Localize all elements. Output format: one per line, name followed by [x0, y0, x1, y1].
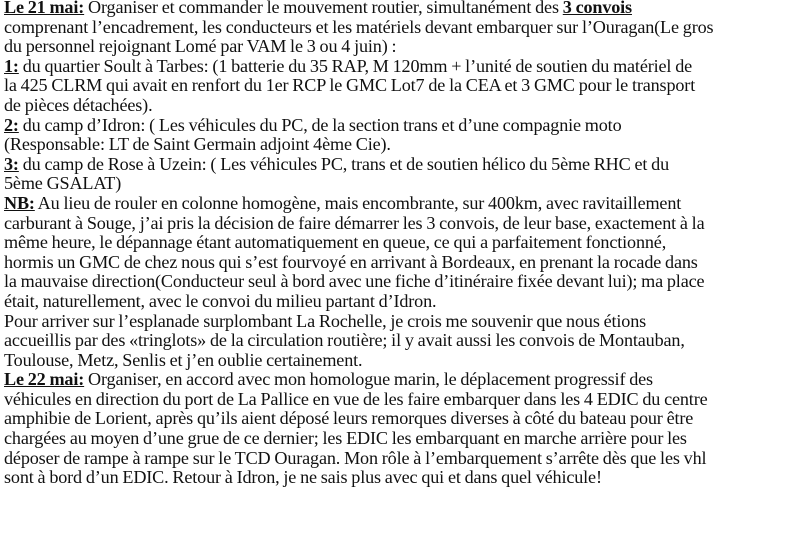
text-line [4, 370, 794, 390]
line-text: (Responsable: LT de Saint Germain adjoint 4ème Cie). [4, 134, 391, 155]
text-line [4, 135, 794, 155]
text-line [4, 449, 794, 469]
line-text: Au lieu de rouler en colonne homogène, mais encombrante, sur 400km, avec ravitaillement [34, 192, 682, 213]
line-text: la mauvaise direction(Conducteur seul à bord avec une fiche d’itinéraire fixée devant lui); ma place [4, 271, 705, 292]
line-text: hormis un GMC de chez nous qui s’est fourvoyé en arrivant à Bordeaux, en prenant la rocade dans [4, 251, 698, 272]
item-number-label: 3: [4, 153, 19, 174]
line-text: de pièces détachées). [4, 94, 153, 115]
text-line [4, 429, 794, 449]
text-line [4, 96, 794, 116]
line-text: déposer de rampe à rampe sur le TCD Ouragan. Mon rôle à l’embarquement s’arrête dès que les vhl [4, 447, 707, 468]
text-line [4, 18, 794, 38]
line-text: amphibie de Lorient, après qu’ils aient déposé leurs remorques diverses à côté du bateau pour être [4, 408, 694, 429]
line-text: comprenant l’encadrement, les conducteurs et les matériels devant embarquer sur l’Ouragan(Le gros [4, 16, 714, 37]
line-text: du personnel rejoignant Lomé par VAM le 3 ou 4 juin) : [4, 36, 397, 57]
line-text: Organiser, en accord avec mon homologue marin, le déplacement progressif des [84, 369, 653, 390]
line-text: accueillis par des «tringlots» de la circulation routière; il y avait aussi les convois de Montauban, [4, 330, 685, 351]
line-text: carburant à Souge, j’ai pris la décision de faire démarrer les 3 convois, de leur base, exactement à la [4, 212, 705, 233]
text-line [4, 37, 794, 57]
line-text: la 425 CLRM qui avait en renfort du 1er RCP le GMC Lot7 de la CEA et 3 GMC pour le transport [4, 75, 696, 96]
line-text: Pour arriver sur l’esplanade surplombant La Rochelle, je crois me souvenir que nous étions [4, 310, 647, 331]
date-label: Le 21 mai: [4, 0, 85, 17]
line-text: du quartier Soult à Tarbes: (1 batterie du 35 RAP, M 120mm + l’unité de soutien du matériel de [18, 55, 693, 76]
text-line [4, 214, 794, 234]
text-line [4, 0, 794, 18]
text-line [4, 331, 794, 351]
line-text: Organiser et commander le mouvement routier, simultanément des [84, 0, 559, 17]
text-line [4, 76, 794, 96]
text-line [4, 312, 794, 332]
text-line [4, 57, 794, 77]
text-line [4, 233, 794, 253]
item-number-label: 2: [4, 114, 19, 135]
text-line [4, 194, 794, 214]
date-label: Le 22 mai: [4, 369, 85, 390]
line-text: chargées au moyen d’une grue de ce dernier; les EDIC les embarquant en marche arrière pour les [4, 428, 687, 449]
document-body [4, 0, 796, 488]
line-text: sont à bord d’un EDIC. Retour à Idron, je ne sais plus avec qui et dans quel véhicule! [4, 467, 602, 488]
line-text: Toulouse, Metz, Senlis et j’en oublie certainement. [4, 349, 363, 370]
line-text: 5ème GSALAT) [4, 173, 122, 194]
emphasis-text: 3 convois [562, 0, 632, 17]
text-line [4, 468, 794, 488]
line-text: du camp d’Idron: ( Les véhicules du PC, de la section trans et d’une compagnie moto [18, 114, 622, 135]
line-text: véhicules en direction du port de La Pallice en vue de les faire embarquer dans les 4 EDIC du centre [4, 388, 708, 409]
text-line [4, 351, 794, 371]
item-number-label: 1: [4, 55, 19, 76]
line-text: du camp de Rose à Uzein: ( Les véhicules PC, trans et de soutien hélico du 5ème RHC et du [18, 153, 670, 174]
text-line [4, 174, 794, 194]
text-line [4, 155, 794, 175]
line-text: était, naturellement, avec le convoi du milieu partant d’Idron. [4, 290, 437, 311]
text-line [4, 292, 794, 312]
text-line [4, 116, 794, 136]
text-line [4, 272, 794, 292]
line-text: même heure, le dépannage étant automatiquement en queue, ce qui a parfaitement fonctionné, [4, 232, 667, 253]
note-label: NB: [4, 192, 35, 213]
text-line [4, 253, 794, 273]
text-line [4, 409, 794, 429]
text-line [4, 390, 794, 410]
